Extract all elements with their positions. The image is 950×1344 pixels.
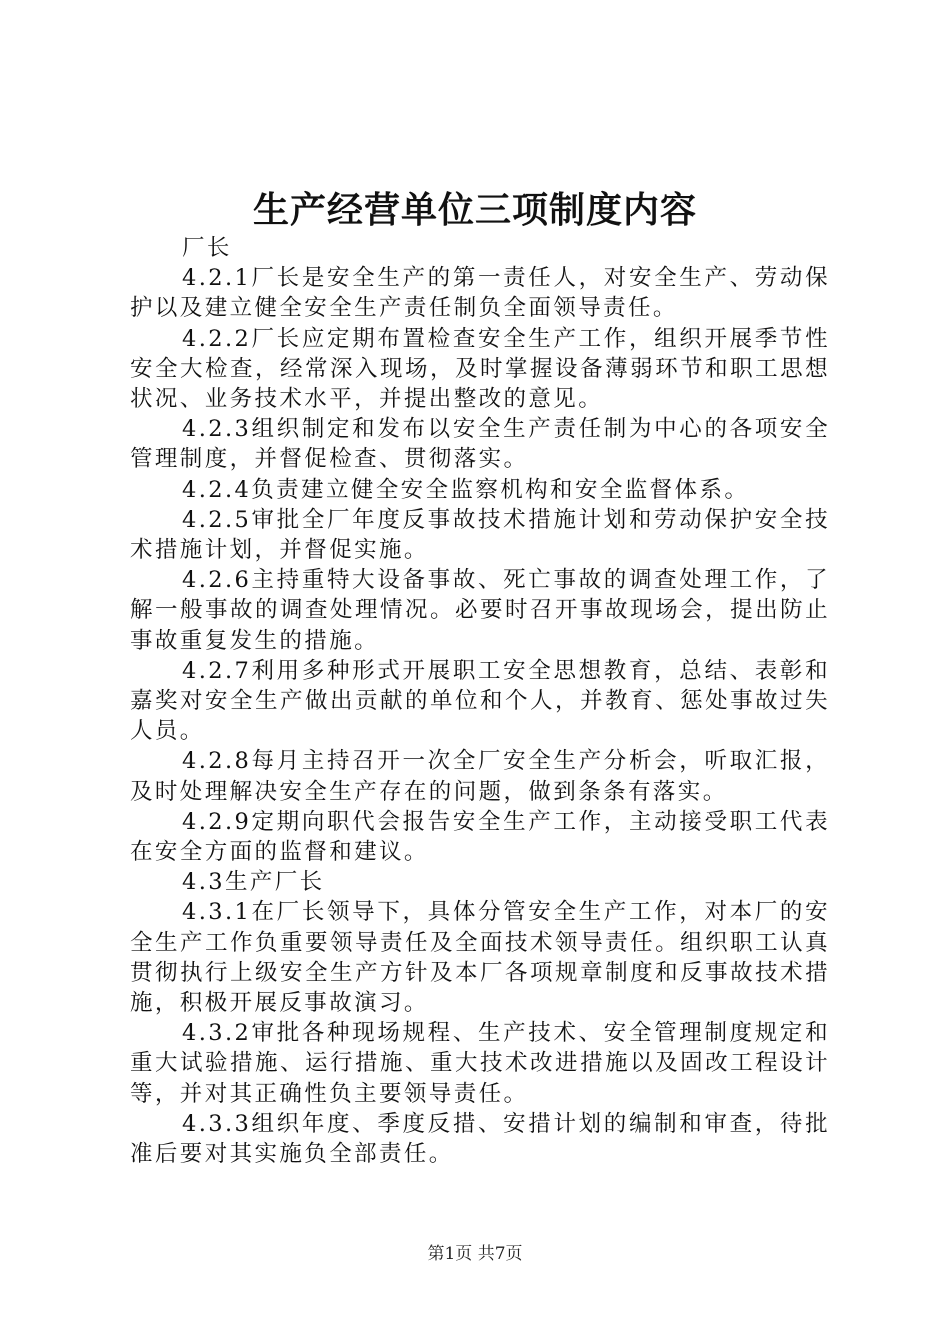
paragraph: 4.2.8每月主持召开一次全厂安全生产分析会，听取汇报，及时处理解决安全生产存在的问题，做到条条有落实。 <box>130 748 830 805</box>
paragraph: 4.2.1厂长是安全生产的第一责任人，对安全生产、劳动保护以及建立健全安全生产责任制负全面领导责任。 <box>130 265 830 322</box>
paragraph: 4.2.6主持重特大设备事故、死亡事故的调查处理工作，了解一般事故的调查处理情况。必要时召开事故现场会，提出防止事故重复发生的措施。 <box>130 567 830 654</box>
page-footer: 第1页 共7页 <box>427 1244 523 1264</box>
document-title: 生产经营单位三项制度内容 <box>252 189 697 231</box>
paragraph: 4.3.3组织年度、季度反措、安措计划的编制和审查，待批准后要对其实施负全部责任。 <box>130 1110 830 1168</box>
document-body <box>130 233 830 1169</box>
paragraph: 4.2.4负责建立健全安全监察机构和安全监督体系。 <box>182 476 750 503</box>
paragraph: 4.3.1在厂长领导下，具体分管安全生产工作，对本厂的安全生产工作负重要领导责任及全面技术领导责任。组织职工认真贯彻执行上级安全生产方针及本厂各项规章制度和反事故技术措施，积极开展反事故演习。 <box>130 899 830 1017</box>
paragraph: 4.3.2审批各种现场规程、生产技术、安全管理制度规定和重大试验措施、运行措施、重大技术改进措施以及固改工程设计等，并对其正确性负主要领导责任。 <box>130 1020 830 1107</box>
paragraph: 4.2.3组织制定和发布以安全生产责任制为中心的各项安全管理制度，并督促检查、贯彻落实。 <box>130 416 830 473</box>
paragraph: 4.2.5审批全厂年度反事故技术措施计划和劳动保护安全技术措施计划，并督促实施。 <box>130 506 830 564</box>
paragraph: 4.2.2厂长应定期布置检查安全生产工作，组织开展季节性安全大检查，经常深入现场，及时掌握设备薄弱环节和职工思想状况、业务技术水平，并提出整改的意见。 <box>130 325 830 413</box>
paragraph: 厂长 <box>182 235 232 261</box>
paragraph: 4.2.9定期向职代会报告安全生产工作，主动接受职工代表在安全方面的监督和建议。 <box>130 808 830 866</box>
paragraph: 4.2.7利用多种形式开展职工安全思想教育，总结、表彰和嘉奖对安全生产做出贡献的单位和个人，并教育、惩处事故过失人员。 <box>130 657 830 745</box>
section-heading: 4.3生产厂长 <box>182 869 325 896</box>
